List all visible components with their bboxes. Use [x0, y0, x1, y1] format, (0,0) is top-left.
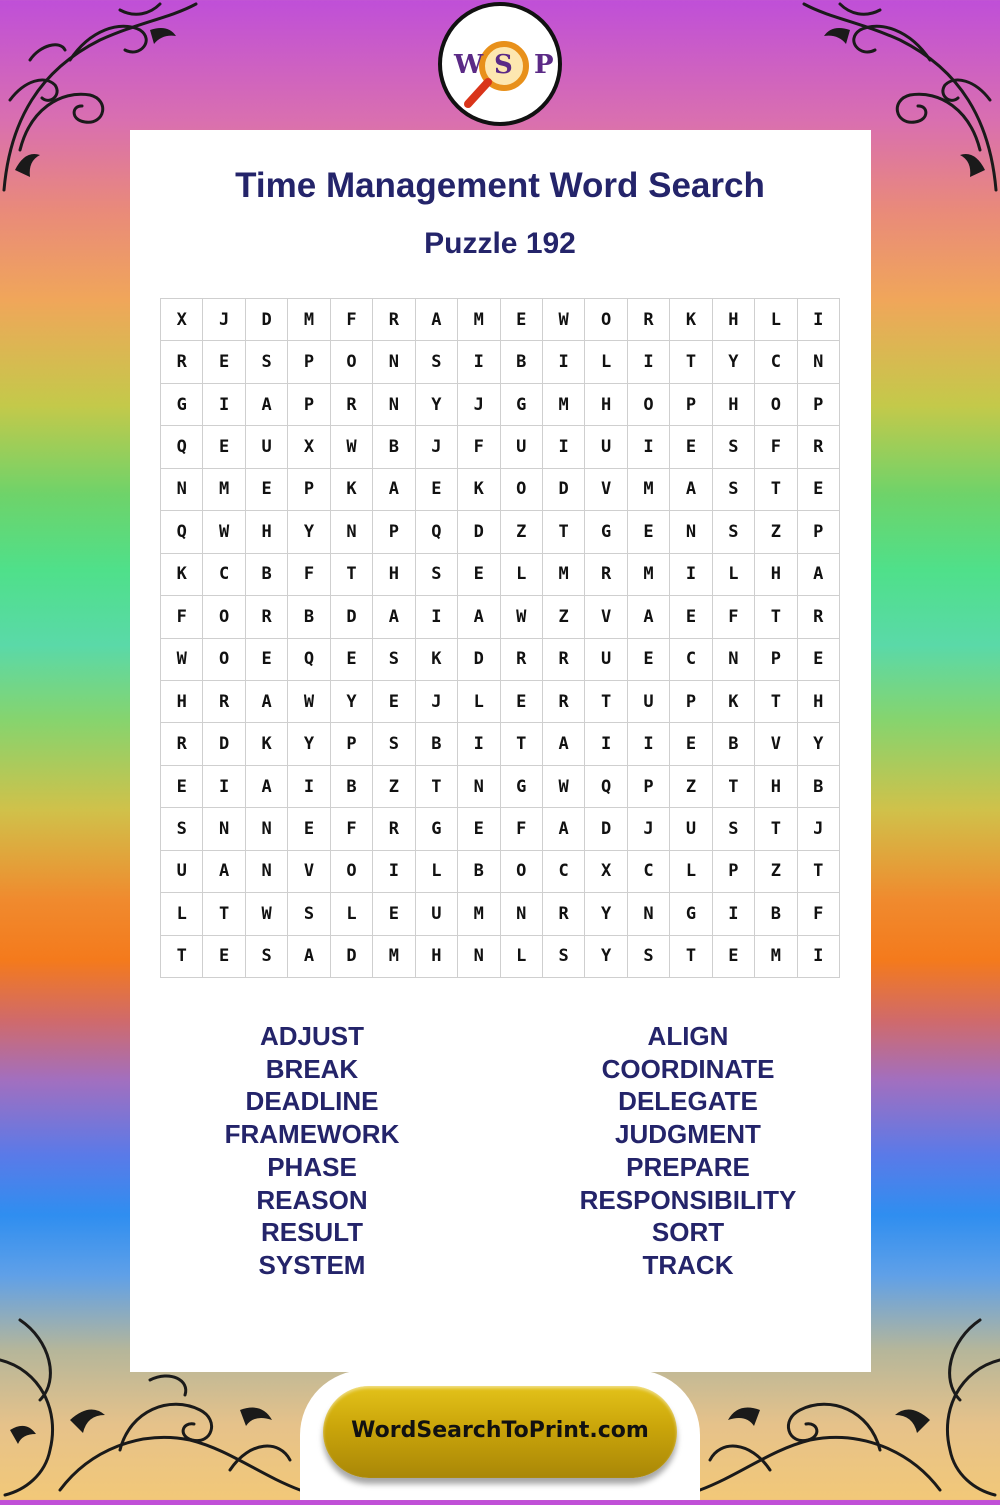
grid-cell[interactable]: J: [798, 808, 840, 850]
grid-cell[interactable]: R: [161, 723, 203, 765]
word-list-right: [498, 1020, 878, 1282]
word-list-item: RESPONSIBILITY: [579, 1184, 797, 1215]
grid-cell[interactable]: R: [798, 426, 840, 468]
grid-cell[interactable]: B: [288, 596, 330, 638]
grid-cell[interactable]: A: [798, 554, 840, 596]
grid-cell[interactable]: B: [755, 893, 797, 935]
grid-cell[interactable]: I: [798, 299, 840, 341]
grid-cell[interactable]: N: [246, 808, 288, 850]
grid-cell[interactable]: C: [203, 554, 245, 596]
grid-cell[interactable]: Q: [416, 511, 458, 553]
grid-cell[interactable]: R: [543, 639, 585, 681]
grid-cell[interactable]: O: [628, 384, 670, 426]
grid-cell[interactable]: P: [670, 384, 712, 426]
word-list-left: [122, 1020, 502, 1282]
grid-cell[interactable]: C: [670, 639, 712, 681]
grid-cell[interactable]: I: [203, 766, 245, 808]
grid-cell[interactable]: E: [161, 766, 203, 808]
word-list-item: SORT: [651, 1217, 725, 1248]
grid-cell[interactable]: S: [161, 808, 203, 850]
grid-cell[interactable]: N: [458, 936, 500, 978]
grid-cell[interactable]: I: [543, 341, 585, 383]
logo-letter-s: S: [494, 50, 513, 80]
grid-cell[interactable]: K: [331, 469, 373, 511]
grid-cell[interactable]: E: [203, 426, 245, 468]
grid-cell[interactable]: M: [628, 469, 670, 511]
grid-cell[interactable]: M: [755, 936, 797, 978]
grid-cell[interactable]: J: [628, 808, 670, 850]
grid-cell[interactable]: L: [670, 851, 712, 893]
grid-cell[interactable]: B: [501, 341, 543, 383]
grid-cell[interactable]: N: [203, 808, 245, 850]
grid-cell[interactable]: E: [331, 639, 373, 681]
grid-cell[interactable]: R: [628, 299, 670, 341]
grid-cell[interactable]: Z: [755, 511, 797, 553]
grid-cell[interactable]: L: [755, 299, 797, 341]
grid-cell[interactable]: I: [288, 766, 330, 808]
grid-cell[interactable]: A: [458, 596, 500, 638]
grid-cell[interactable]: S: [246, 936, 288, 978]
grid-cell[interactable]: D: [458, 511, 500, 553]
grid-cell[interactable]: J: [416, 681, 458, 723]
grid-cell[interactable]: K: [670, 299, 712, 341]
grid-cell[interactable]: X: [288, 426, 330, 468]
grid-cell[interactable]: E: [458, 554, 500, 596]
word-list-item: DELEGATE: [618, 1086, 758, 1117]
grid-cell[interactable]: L: [585, 341, 627, 383]
grid-cell[interactable]: A: [246, 766, 288, 808]
grid-cell[interactable]: S: [416, 341, 458, 383]
word-list-item: ADJUST: [259, 1021, 364, 1051]
grid-cell[interactable]: A: [670, 469, 712, 511]
grid-cell[interactable]: N: [628, 893, 670, 935]
grid-cell[interactable]: Y: [288, 723, 330, 765]
grid-cell[interactable]: D: [246, 299, 288, 341]
grid-cell[interactable]: T: [543, 511, 585, 553]
grid-cell[interactable]: N: [798, 341, 840, 383]
grid-cell[interactable]: F: [458, 426, 500, 468]
letter-grid: [160, 298, 840, 978]
grid-cell[interactable]: W: [543, 299, 585, 341]
grid-cell[interactable]: G: [416, 808, 458, 850]
grid-cell[interactable]: W: [161, 639, 203, 681]
grid-cell[interactable]: O: [585, 299, 627, 341]
grid-cell[interactable]: E: [670, 426, 712, 468]
grid-cell[interactable]: N: [501, 893, 543, 935]
grid-cell[interactable]: S: [373, 723, 415, 765]
grid-cell[interactable]: W: [246, 893, 288, 935]
grid-cell[interactable]: E: [798, 639, 840, 681]
grid-cell[interactable]: T: [585, 681, 627, 723]
grid-cell[interactable]: K: [458, 469, 500, 511]
grid-cell[interactable]: L: [458, 681, 500, 723]
grid-cell[interactable]: G: [501, 766, 543, 808]
grid-cell[interactable]: I: [458, 723, 500, 765]
grid-cell[interactable]: A: [416, 299, 458, 341]
grid-cell[interactable]: T: [713, 766, 755, 808]
grid-cell[interactable]: R: [585, 554, 627, 596]
grid-cell[interactable]: S: [416, 554, 458, 596]
grid-cell[interactable]: Z: [373, 766, 415, 808]
grid-cell[interactable]: S: [543, 936, 585, 978]
grid-cell[interactable]: P: [373, 511, 415, 553]
grid-cell[interactable]: D: [543, 469, 585, 511]
grid-cell[interactable]: A: [373, 596, 415, 638]
grid-cell[interactable]: A: [543, 808, 585, 850]
grid-cell[interactable]: M: [543, 554, 585, 596]
grid-cell[interactable]: T: [755, 681, 797, 723]
grid-cell[interactable]: T: [755, 808, 797, 850]
word-list-item: BREAK: [265, 1053, 359, 1084]
grid-cell[interactable]: T: [203, 893, 245, 935]
grid-cell[interactable]: H: [755, 766, 797, 808]
grid-cell[interactable]: G: [670, 893, 712, 935]
word-list-item: REASON: [256, 1184, 368, 1215]
grid-cell[interactable]: P: [288, 384, 330, 426]
grid-cell[interactable]: O: [501, 851, 543, 893]
grid-cell[interactable]: I: [713, 893, 755, 935]
grid-cell[interactable]: T: [755, 469, 797, 511]
puzzle-number: Puzzle 192: [424, 227, 576, 260]
grid-cell[interactable]: H: [373, 554, 415, 596]
grid-cell[interactable]: E: [670, 723, 712, 765]
word-list-item: SYSTEM: [258, 1249, 366, 1280]
grid-cell[interactable]: F: [755, 426, 797, 468]
grid-cell[interactable]: B: [373, 426, 415, 468]
grid-cell[interactable]: A: [373, 469, 415, 511]
grid-cell[interactable]: M: [288, 299, 330, 341]
grid-cell[interactable]: O: [203, 596, 245, 638]
grid-cell[interactable]: E: [501, 681, 543, 723]
grid-cell[interactable]: G: [585, 511, 627, 553]
grid-cell[interactable]: L: [331, 893, 373, 935]
grid-cell[interactable]: U: [670, 808, 712, 850]
grid-cell[interactable]: B: [798, 766, 840, 808]
grid-cell[interactable]: I: [543, 426, 585, 468]
grid-cell[interactable]: N: [458, 766, 500, 808]
grid-cell[interactable]: F: [331, 299, 373, 341]
logo-letter-p: P: [534, 50, 554, 80]
grid-cell[interactable]: D: [331, 596, 373, 638]
grid-cell[interactable]: W: [203, 511, 245, 553]
grid-cell[interactable]: O: [203, 639, 245, 681]
word-list-item: JUDGMENT: [615, 1119, 761, 1150]
grid-cell[interactable]: D: [585, 808, 627, 850]
grid-cell[interactable]: K: [713, 681, 755, 723]
grid-cell[interactable]: T: [670, 936, 712, 978]
grid-cell[interactable]: U: [501, 426, 543, 468]
word-list-item: DEADLINE: [245, 1086, 379, 1117]
grid-cell[interactable]: S: [288, 893, 330, 935]
grid-cell[interactable]: J: [416, 426, 458, 468]
grid-cell[interactable]: D: [203, 723, 245, 765]
grid-cell[interactable]: Y: [331, 681, 373, 723]
grid-cell[interactable]: W: [331, 426, 373, 468]
grid-cell[interactable]: V: [585, 596, 627, 638]
grid-cell[interactable]: E: [373, 893, 415, 935]
grid-cell[interactable]: J: [458, 384, 500, 426]
grid-cell[interactable]: B: [246, 554, 288, 596]
grid-cell[interactable]: F: [798, 893, 840, 935]
grid-cell[interactable]: N: [713, 639, 755, 681]
grid-cell[interactable]: G: [501, 384, 543, 426]
grid-cell[interactable]: P: [713, 851, 755, 893]
grid-cell[interactable]: C: [543, 851, 585, 893]
grid-cell[interactable]: Z: [543, 596, 585, 638]
grid-cell[interactable]: Z: [755, 851, 797, 893]
grid-cell[interactable]: I: [203, 384, 245, 426]
grid-cell[interactable]: P: [670, 681, 712, 723]
grid-cell[interactable]: B: [458, 851, 500, 893]
grid-cell[interactable]: K: [416, 639, 458, 681]
grid-cell[interactable]: I: [585, 723, 627, 765]
grid-cell[interactable]: E: [458, 808, 500, 850]
grid-cell[interactable]: P: [288, 469, 330, 511]
grid-cell[interactable]: O: [501, 469, 543, 511]
grid-cell[interactable]: E: [798, 469, 840, 511]
grid-cell[interactable]: H: [416, 936, 458, 978]
grid-cell[interactable]: N: [373, 341, 415, 383]
grid-cell[interactable]: S: [246, 341, 288, 383]
grid-cell[interactable]: F: [713, 596, 755, 638]
grid-cell[interactable]: D: [331, 936, 373, 978]
grid-cell[interactable]: J: [203, 299, 245, 341]
grid-cell[interactable]: Q: [161, 426, 203, 468]
grid-cell[interactable]: Q: [585, 766, 627, 808]
grid-cell[interactable]: M: [458, 893, 500, 935]
grid-cell[interactable]: M: [203, 469, 245, 511]
grid-cell[interactable]: I: [798, 936, 840, 978]
grid-cell[interactable]: E: [203, 341, 245, 383]
grid-cell[interactable]: U: [161, 851, 203, 893]
grid-cell[interactable]: R: [543, 893, 585, 935]
grid-cell[interactable]: K: [161, 554, 203, 596]
grid-cell[interactable]: Q: [288, 639, 330, 681]
grid-cell[interactable]: P: [331, 723, 373, 765]
grid-cell[interactable]: F: [161, 596, 203, 638]
grid-cell[interactable]: A: [203, 851, 245, 893]
grid-cell[interactable]: E: [288, 808, 330, 850]
word-list-item: ALIGN: [647, 1021, 729, 1051]
grid-cell[interactable]: Y: [585, 936, 627, 978]
grid-cell[interactable]: W: [501, 596, 543, 638]
grid-cell[interactable]: R: [246, 596, 288, 638]
grid-cell[interactable]: F: [288, 554, 330, 596]
grid-cell[interactable]: E: [416, 469, 458, 511]
grid-cell[interactable]: H: [713, 384, 755, 426]
grid-cell[interactable]: T: [755, 596, 797, 638]
grid-cell[interactable]: P: [288, 341, 330, 383]
website-url: WordSearchToPrint.com: [351, 1418, 649, 1443]
grid-cell[interactable]: M: [543, 384, 585, 426]
grid-cell[interactable]: Y: [416, 384, 458, 426]
grid-cell[interactable]: N: [670, 511, 712, 553]
grid-cell[interactable]: I: [670, 554, 712, 596]
grid-cell[interactable]: L: [713, 554, 755, 596]
grid-cell[interactable]: B: [331, 766, 373, 808]
word-list-item: TRACK: [642, 1249, 734, 1280]
grid-cell[interactable]: I: [458, 341, 500, 383]
word-list-item: RESULT: [260, 1217, 364, 1248]
grid-cell[interactable]: E: [246, 639, 288, 681]
grid-cell[interactable]: M: [373, 936, 415, 978]
grid-cell[interactable]: I: [628, 341, 670, 383]
grid-cell[interactable]: R: [161, 341, 203, 383]
grid-cell[interactable]: O: [331, 851, 373, 893]
grid-cell[interactable]: U: [416, 893, 458, 935]
grid-cell[interactable]: V: [585, 469, 627, 511]
grid-cell[interactable]: I: [416, 596, 458, 638]
grid-cell[interactable]: V: [755, 723, 797, 765]
grid-cell[interactable]: S: [713, 808, 755, 850]
grid-cell[interactable]: H: [713, 299, 755, 341]
grid-cell[interactable]: O: [331, 341, 373, 383]
grid-cell[interactable]: H: [585, 384, 627, 426]
grid-cell[interactable]: U: [585, 639, 627, 681]
word-list-item: PREPARE: [626, 1151, 750, 1182]
grid-cell[interactable]: Q: [161, 511, 203, 553]
grid-cell[interactable]: K: [246, 723, 288, 765]
grid-cell[interactable]: S: [628, 936, 670, 978]
grid-cell[interactable]: O: [755, 384, 797, 426]
grid-cell[interactable]: N: [161, 469, 203, 511]
grid-cell[interactable]: N: [246, 851, 288, 893]
grid-cell[interactable]: R: [543, 681, 585, 723]
grid-cell[interactable]: E: [628, 639, 670, 681]
grid-cell[interactable]: E: [246, 469, 288, 511]
grid-cell[interactable]: L: [161, 893, 203, 935]
grid-cell[interactable]: A: [288, 936, 330, 978]
grid-cell[interactable]: B: [713, 723, 755, 765]
grid-cell[interactable]: S: [373, 639, 415, 681]
grid-cell[interactable]: R: [501, 639, 543, 681]
grid-cell[interactable]: T: [331, 554, 373, 596]
grid-cell[interactable]: T: [798, 851, 840, 893]
grid-cell[interactable]: X: [585, 851, 627, 893]
grid-cell[interactable]: I: [373, 851, 415, 893]
grid-cell[interactable]: T: [501, 723, 543, 765]
grid-cell[interactable]: F: [331, 808, 373, 850]
word-list-item: FRAMEWORK: [224, 1119, 400, 1150]
logo-letter-w: W: [454, 50, 484, 80]
grid-cell[interactable]: R: [331, 384, 373, 426]
grid-cell[interactable]: X: [161, 299, 203, 341]
grid-cell[interactable]: Y: [713, 341, 755, 383]
grid-cell[interactable]: C: [755, 341, 797, 383]
grid-cell[interactable]: R: [203, 681, 245, 723]
grid-cell[interactable]: A: [246, 681, 288, 723]
grid-cell[interactable]: T: [161, 936, 203, 978]
grid-cell[interactable]: L: [501, 936, 543, 978]
grid-cell[interactable]: P: [798, 384, 840, 426]
grid-cell[interactable]: E: [203, 936, 245, 978]
grid-cell[interactable]: W: [288, 681, 330, 723]
grid-cell[interactable]: H: [246, 511, 288, 553]
grid-cell[interactable]: T: [416, 766, 458, 808]
grid-cell[interactable]: L: [501, 554, 543, 596]
grid-cell[interactable]: U: [585, 426, 627, 468]
grid-cell[interactable]: Y: [585, 893, 627, 935]
grid-cell[interactable]: Y: [288, 511, 330, 553]
grid-cell[interactable]: A: [628, 596, 670, 638]
grid-cell[interactable]: R: [373, 808, 415, 850]
grid-cell[interactable]: M: [628, 554, 670, 596]
grid-cell[interactable]: R: [373, 299, 415, 341]
grid-cell[interactable]: S: [713, 511, 755, 553]
grid-cell[interactable]: E: [628, 511, 670, 553]
grid-cell[interactable]: A: [543, 723, 585, 765]
grid-cell[interactable]: P: [628, 766, 670, 808]
grid-cell[interactable]: V: [288, 851, 330, 893]
grid-cell[interactable]: F: [501, 808, 543, 850]
wsp-logo: [438, 2, 562, 126]
grid-cell[interactable]: H: [755, 554, 797, 596]
grid-cell[interactable]: S: [713, 469, 755, 511]
page-title: Time Management Word Search: [235, 166, 765, 205]
grid-cell[interactable]: A: [246, 384, 288, 426]
grid-cell[interactable]: E: [713, 936, 755, 978]
grid-cell[interactable]: U: [246, 426, 288, 468]
grid-cell[interactable]: N: [373, 384, 415, 426]
grid-cell[interactable]: P: [755, 639, 797, 681]
grid-cell[interactable]: Z: [501, 511, 543, 553]
grid-cell[interactable]: I: [628, 723, 670, 765]
word-list-item: COORDINATE: [601, 1053, 775, 1084]
grid-cell[interactable]: N: [331, 511, 373, 553]
grid-cell[interactable]: D: [458, 639, 500, 681]
website-banner[interactable]: [323, 1386, 677, 1478]
grid-cell[interactable]: I: [628, 426, 670, 468]
grid-cell[interactable]: S: [713, 426, 755, 468]
grid-cell[interactable]: C: [628, 851, 670, 893]
grid-cell[interactable]: H: [161, 681, 203, 723]
grid-cell[interactable]: G: [161, 384, 203, 426]
grid-cell[interactable]: T: [670, 341, 712, 383]
grid-cell[interactable]: E: [501, 299, 543, 341]
grid-cell[interactable]: Z: [670, 766, 712, 808]
grid-cell[interactable]: E: [373, 681, 415, 723]
grid-cell[interactable]: L: [416, 851, 458, 893]
grid-cell[interactable]: B: [416, 723, 458, 765]
grid-cell[interactable]: M: [458, 299, 500, 341]
grid-cell[interactable]: H: [798, 681, 840, 723]
word-list-item: PHASE: [267, 1151, 357, 1182]
grid-cell[interactable]: U: [628, 681, 670, 723]
grid-cell[interactable]: W: [543, 766, 585, 808]
grid-cell[interactable]: P: [798, 511, 840, 553]
grid-cell[interactable]: Y: [798, 723, 840, 765]
grid-cell[interactable]: E: [670, 596, 712, 638]
grid-cell[interactable]: R: [798, 596, 840, 638]
